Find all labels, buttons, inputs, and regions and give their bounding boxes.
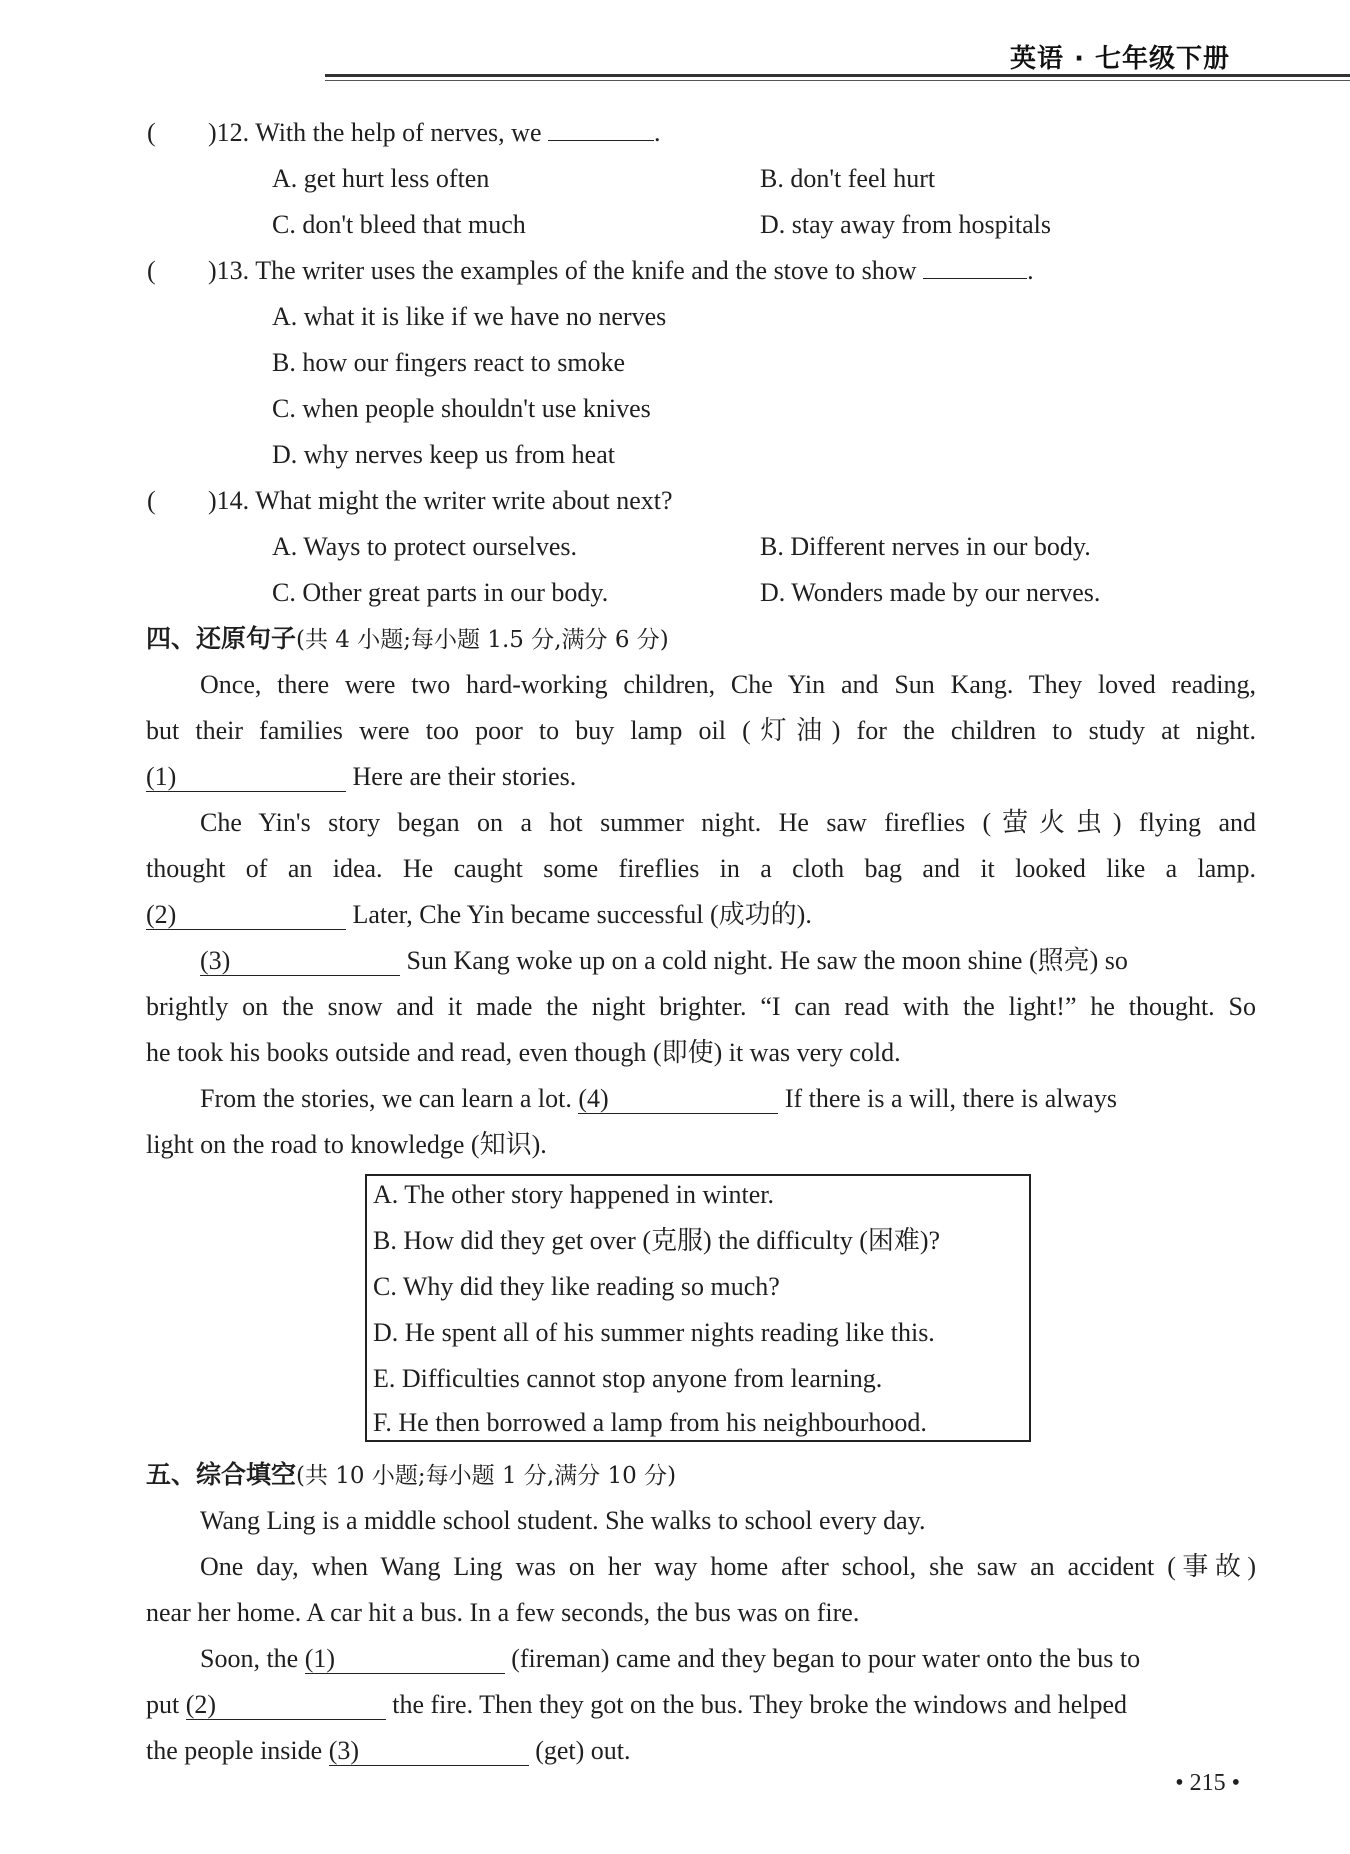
option-d: D. stay away from hospitals [760, 210, 1052, 239]
book-title: 英语 · 七年级下册 [1010, 44, 1230, 74]
section-scoring-note: (共 4 小题;每小题 1.5 分,满分 6 分) [296, 627, 669, 653]
section-heading [146, 622, 669, 657]
box-option-e: E. Difficulties cannot stop anyone from learning. [373, 1364, 883, 1393]
fill-blank-2[interactable]: (2) [186, 1691, 386, 1720]
box-option-c: C. Why did they like reading so much? [373, 1272, 780, 1301]
section-title: 五、综合填空 [146, 1460, 297, 1489]
sentence-text: (get) out. [535, 1736, 631, 1765]
paragraph-line: One day, when Wang Ling was on her way home after school, she saw an accident (事故) [200, 1552, 1256, 1581]
option-a: A. Ways to protect ourselves. [272, 532, 578, 561]
sentence-text: Later, Che Yin became successful (成功的). [352, 900, 812, 929]
question-text: )12. With the help of nerves, we [208, 118, 542, 147]
question-end: . [1027, 256, 1034, 285]
fill-blank-3[interactable]: (3) [200, 947, 400, 976]
paragraph-line: light on the road to knowledge (知识). [146, 1130, 547, 1159]
paragraph-line: he took his books outside and read, even though (即使) it was very cold. [146, 1038, 901, 1067]
option-d: D. why nerves keep us from heat [272, 440, 615, 469]
question-end: . [654, 118, 661, 147]
fill-blank-1[interactable]: (1) [305, 1645, 505, 1674]
sentence-text: put [146, 1690, 180, 1719]
answer-paren-open: ( [147, 486, 156, 515]
option-a: A. get hurt less often [272, 164, 490, 193]
option-d: D. Wonders made by our nerves. [760, 578, 1101, 607]
paragraph-line [200, 1642, 1140, 1676]
section-heading [146, 1458, 676, 1493]
fill-blank-2[interactable]: (2) [146, 901, 346, 930]
sentence-text: the people inside [146, 1736, 323, 1765]
paragraph-line: Once, there were two hard-working children, Che Yin and Sun Kang. They loved reading, [200, 670, 1256, 699]
sentence-text: Soon, the [200, 1644, 299, 1673]
header-rule-thin [325, 80, 1350, 81]
paragraph-line: brightly on the snow and it made the night brighter. “I can read with the light!” he thought. So [146, 992, 1256, 1021]
header-rule [325, 74, 1350, 77]
sentence-text: If there is a will, there is always [784, 1084, 1117, 1113]
sentence-text: (fireman) came and they began to pour water onto the bus to [511, 1644, 1141, 1673]
paragraph-line [146, 760, 576, 794]
section-scoring-note: (共 10 小题;每小题 1 分,满分 10 分) [296, 1463, 677, 1489]
sentence-text: From the stories, we can learn a lot. [200, 1084, 572, 1113]
fill-blank-1[interactable]: (1) [146, 763, 346, 792]
question-stem [208, 254, 1034, 288]
answer-paren-open: ( [147, 256, 156, 285]
paragraph-line: Wang Ling is a middle school student. She walks to school every day. [200, 1506, 926, 1535]
section-title: 四、还原句子 [146, 624, 297, 653]
option-c: C. Other great parts in our body. [272, 578, 609, 607]
paragraph-line: near her home. A car hit a bus. In a few seconds, the bus was on fire. [146, 1598, 860, 1627]
paragraph-line [146, 1734, 631, 1768]
page-number: • 215 • [1175, 1770, 1240, 1796]
answer-blank[interactable] [548, 116, 654, 141]
answer-blank[interactable] [923, 254, 1027, 279]
paragraph-line [200, 1082, 1117, 1116]
question-text: )14. What might the writer write about next? [208, 486, 673, 515]
fill-blank-4[interactable]: (4) [578, 1085, 778, 1114]
option-c: C. when people shouldn't use knives [272, 394, 651, 423]
box-option-d: D. He spent all of his summer nights reading like this. [373, 1318, 935, 1347]
answer-paren-open: ( [147, 118, 156, 147]
option-b: B. Different nerves in our body. [760, 532, 1091, 561]
option-b: B. don't feel hurt [760, 164, 936, 193]
option-b: B. how our fingers react to smoke [272, 348, 626, 377]
sentence-options-box [365, 1174, 1031, 1442]
option-a: A. what it is like if we have no nerves [272, 302, 667, 331]
sentence-text: the fire. Then they got on the bus. They broke the windows and helped [392, 1690, 1128, 1719]
box-option-f: F. He then borrowed a lamp from his neighbourhood. [373, 1408, 927, 1437]
fill-blank-3[interactable]: (3) [329, 1737, 529, 1766]
paragraph-line: Che Yin's story began on a hot summer night. He saw fireflies (萤火虫) flying and [200, 808, 1256, 837]
paragraph-line [146, 1688, 1127, 1722]
sentence-text: Sun Kang woke up on a cold night. He saw the moon shine (照亮) so [406, 946, 1128, 975]
option-c: C. don't bleed that much [272, 210, 526, 239]
paragraph-line [200, 944, 1128, 978]
paragraph-line: thought of an idea. He caught some fireflies in a cloth bag and it looked like a lamp. [146, 854, 1256, 883]
box-option-a: A. The other story happened in winter. [373, 1180, 774, 1209]
paragraph-line: but their families were too poor to buy lamp oil (灯油) for the children to study at night. [146, 716, 1256, 745]
paragraph-line [146, 898, 812, 932]
box-option-b: B. How did they get over (克服) the difficulty (困难)? [373, 1226, 941, 1255]
question-stem [208, 116, 661, 150]
sentence-text: Here are their stories. [352, 762, 577, 791]
question-text: )13. The writer uses the examples of the knife and the stove to show [208, 256, 917, 285]
